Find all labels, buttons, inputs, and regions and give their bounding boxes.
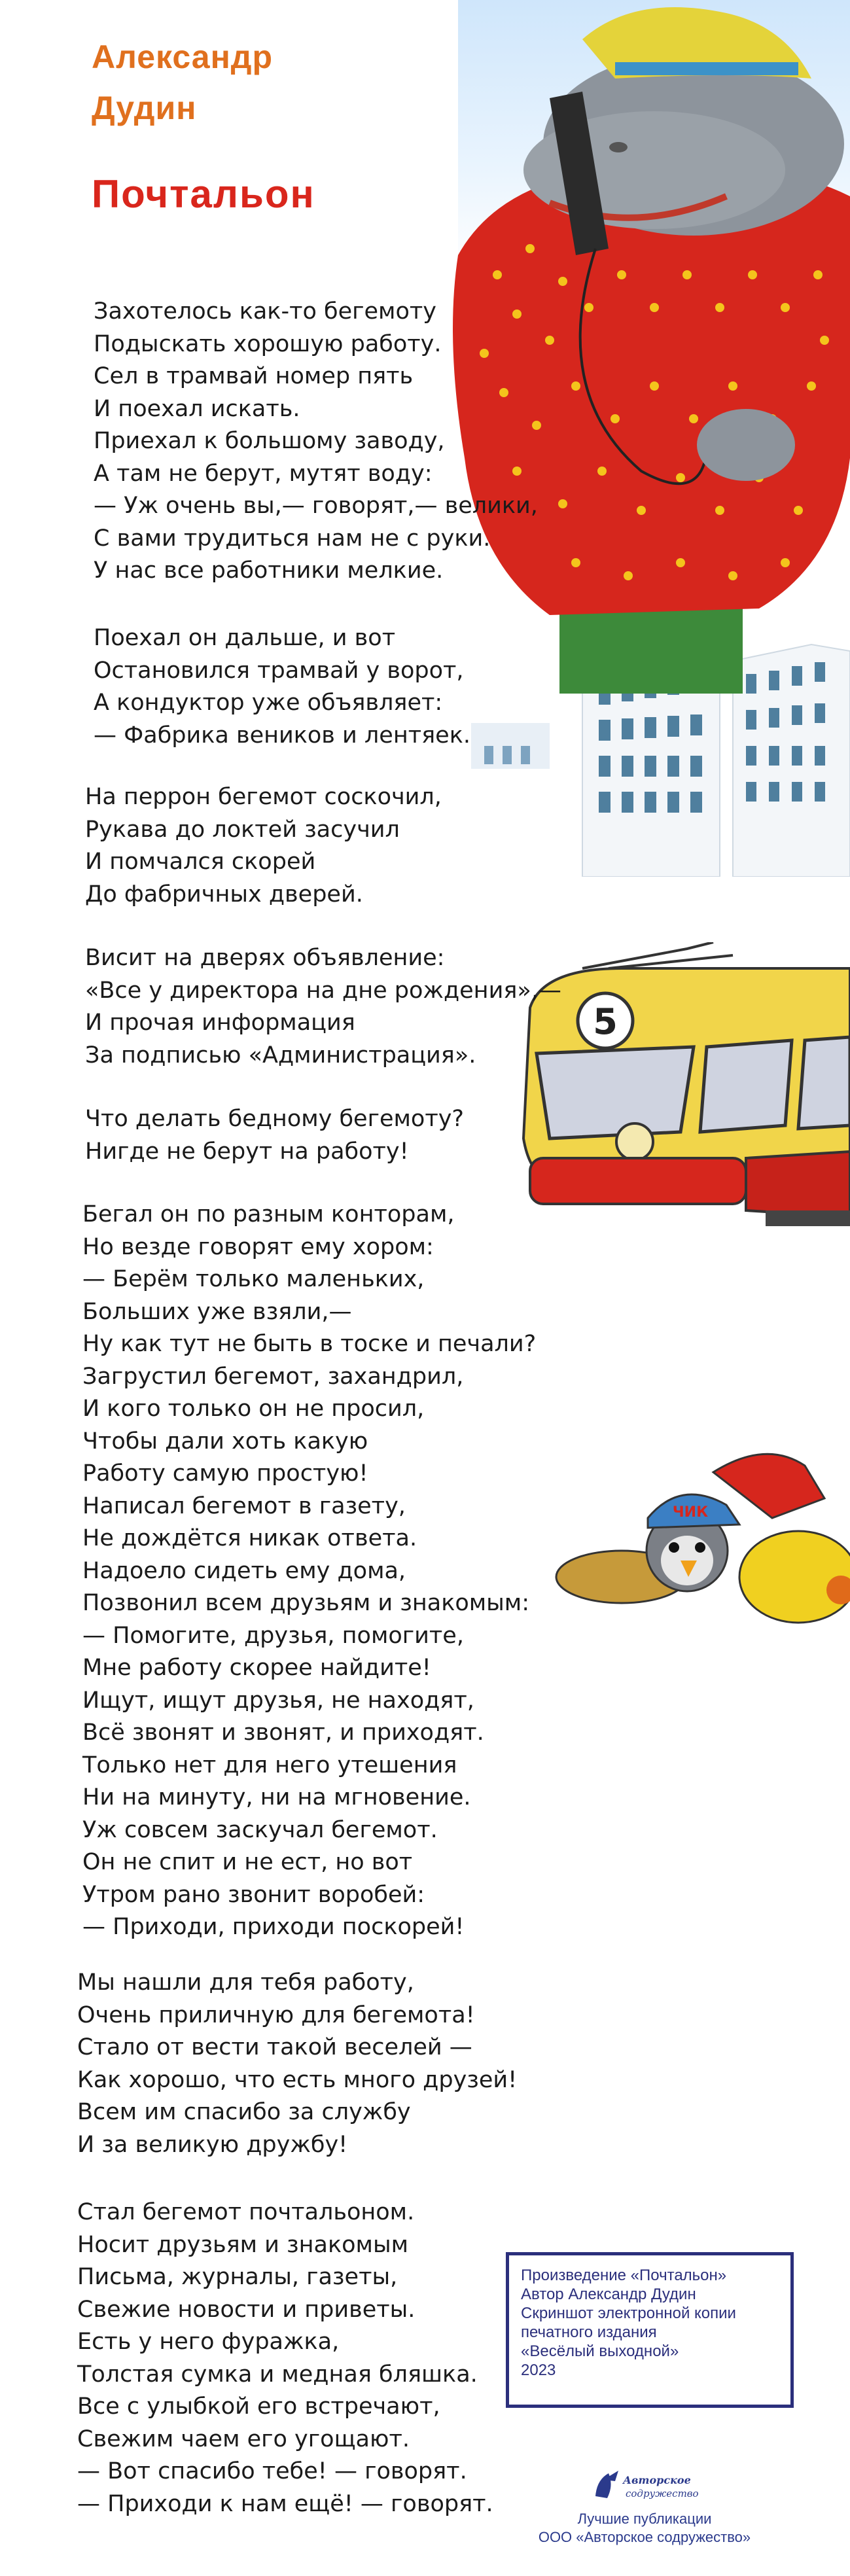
- poem-line: Ни на минуту, ни на мгновение.: [82, 1784, 471, 1810]
- poem-line: На перрон бегемот соскочил,: [85, 784, 442, 810]
- author-last-name: Дудин: [92, 90, 197, 126]
- poem-line: Он не спит и не ест, но вот: [82, 1849, 413, 1875]
- stanza-5: [85, 1103, 464, 1168]
- poem-line: Письма, журналы, газеты,: [77, 2264, 398, 2290]
- poem-line: Рукава до локтей засучил: [85, 816, 400, 843]
- poem-line: У нас все работники мелкие.: [94, 557, 444, 584]
- poem-line: За подписью «Администрация».: [85, 1042, 476, 1068]
- poem-line: Есть у него фуражка,: [77, 2329, 340, 2355]
- stanza-2: [94, 622, 470, 752]
- stanza-1: [94, 296, 538, 588]
- cap-text: ЧИК: [672, 1504, 709, 1521]
- logo-text-1: Авторское: [623, 2474, 691, 2486]
- publication-info-box: [506, 2252, 794, 2408]
- poem-line: И помчался скорей: [85, 849, 316, 875]
- info-line: «Весёлый выходной»: [521, 2342, 679, 2360]
- poem-line: — Вот спасибо тебе! — говорят.: [77, 2458, 467, 2484]
- stanza-4: [85, 942, 561, 1072]
- poem-line: С вами трудиться нам не с руки.: [94, 525, 491, 552]
- tram-number: 5: [593, 1001, 618, 1042]
- poem-line: Что делать бедному бегемоту?: [85, 1106, 465, 1132]
- poem-line: Всё звонят и звонят, и приходят.: [82, 1720, 484, 1746]
- poem-line: Мне работу скорее найдите!: [82, 1655, 431, 1681]
- poem-line: Только нет для него утешения: [82, 1752, 457, 1778]
- publisher-block: [537, 2467, 753, 2547]
- poem-line: Толстая сумка и медная бляшка.: [77, 2361, 478, 2388]
- poem-line: Но везде говорят ему хором:: [82, 1233, 434, 1260]
- red-phone-icon: [713, 1454, 824, 1518]
- poem-line: Работу самую простую!: [82, 1460, 368, 1487]
- poem-line: Как хорошо, что есть много друзей!: [77, 2066, 518, 2093]
- poem-line: Не дождётся никак ответа.: [82, 1525, 417, 1551]
- publisher-logo: [589, 2467, 700, 2505]
- poem-line: А там не берут, мутят воду:: [94, 460, 433, 487]
- poem-line: Позвонил всем друзьям и знакомым:: [82, 1590, 529, 1616]
- publisher-name: ООО «Авторское содружество»: [538, 2529, 751, 2545]
- poem-line: — Уж очень вы,— говорят,— велики,: [94, 493, 538, 519]
- poem-line: — Помогите, друзья, помогите,: [82, 1622, 464, 1649]
- poem-line: Написал бегемот в газету,: [82, 1492, 406, 1519]
- publisher-tagline: Лучшие публикации: [577, 2511, 712, 2527]
- poem-line: Уж совсем заскучал бегемот.: [82, 1816, 438, 1843]
- hippo-hand: [697, 409, 795, 481]
- info-line: 2023: [521, 2361, 556, 2379]
- poem-line: А кондуктор уже объявляет:: [94, 690, 443, 716]
- info-line: печатного издания: [521, 2323, 657, 2341]
- poem-line: И поехал искать.: [94, 395, 300, 422]
- poem-line: Мы нашли для тебя работу,: [77, 1969, 414, 1996]
- poem-line: Нигде не берут на работу!: [85, 1138, 409, 1165]
- poem-line: Все с улыбкой его встречают,: [77, 2393, 440, 2420]
- tram-illustration: [517, 942, 850, 1230]
- poem-line: Носит друзьям и знакомым: [77, 2231, 408, 2258]
- poem-line: Больших уже взяли,—: [82, 1298, 352, 1325]
- poem-line: — Приходи, приходи поскорей!: [82, 1914, 465, 1940]
- poem-line: Приехал к большому заводу,: [94, 428, 445, 454]
- info-line: Произведение «Почтальон»: [521, 2267, 727, 2284]
- logo-text-2: содружество: [626, 2488, 699, 2499]
- poem-line: До фабричных дверей.: [85, 881, 363, 908]
- poem-line: Сел в трамвай номер пять: [94, 363, 414, 389]
- poem-line: Бегал он по разным конторам,: [82, 1201, 455, 1227]
- poem-line: Ищут, ищут друзья, не находят,: [82, 1687, 474, 1714]
- author-name: [92, 31, 273, 133]
- poem-line: Загрустил бегемот, захандрил,: [82, 1363, 464, 1390]
- poem-line: Свежим чаем его угощают.: [77, 2426, 410, 2452]
- tram-bumper: [530, 1158, 746, 1204]
- stanza-8: [77, 2197, 493, 2520]
- poem-line: — Фабрика веников и лентяек.: [94, 722, 470, 749]
- poem-line: Очень приличную для бегемота!: [77, 2002, 475, 2028]
- poem-line: И за великую дружбу!: [77, 2131, 348, 2158]
- sparrow-illustration: [550, 1439, 850, 1655]
- stanza-7: [77, 1967, 517, 2161]
- poem-line: Поехал он дальше, и вот: [94, 625, 396, 651]
- stanza-3: [85, 781, 442, 911]
- info-line: Автор Александр Дудин: [521, 2285, 696, 2303]
- poem-line: И кого только он не просил,: [82, 1396, 425, 1422]
- poem-line: Стал бегемот почтальоном.: [77, 2199, 415, 2225]
- poem-line: Утром рано звонит воробей:: [82, 1881, 425, 1908]
- poem-line: Висит на дверях объявление:: [85, 945, 445, 971]
- poem-title: Почтальон: [92, 172, 315, 216]
- poem-line: Подыскать хорошую работу.: [94, 330, 442, 357]
- stanza-6: [82, 1199, 536, 1944]
- poem-line: Свежие новости и приветы.: [77, 2296, 416, 2323]
- poem-line: Всем им спасибо за службу: [77, 2099, 411, 2125]
- poem-line: — Приходи к нам ещё! — говорят.: [77, 2490, 493, 2517]
- author-first-name: Александр: [92, 39, 274, 75]
- poem-line: Стало от вести такой веселей —: [77, 2034, 472, 2060]
- poem-line: Чтобы дали хоть какую: [82, 1428, 368, 1455]
- poem-line: Ну как тут не быть в тоске и печали?: [82, 1331, 537, 1357]
- poem-line: И прочая информация: [85, 1010, 355, 1036]
- poem-line: Остановился трамвай у ворот,: [94, 657, 464, 684]
- yellow-overalls: [739, 1531, 850, 1623]
- info-line: Скриншот электронной копии: [521, 2304, 736, 2322]
- poem-line: «Все у директора на дне рождения»,—: [85, 977, 561, 1004]
- poem-line: Захотелось как-то бегемоту: [94, 298, 436, 325]
- poem-line: — Берём только маленьких,: [82, 1266, 425, 1292]
- poem-line: Надоело сидеть ему дома,: [82, 1557, 406, 1584]
